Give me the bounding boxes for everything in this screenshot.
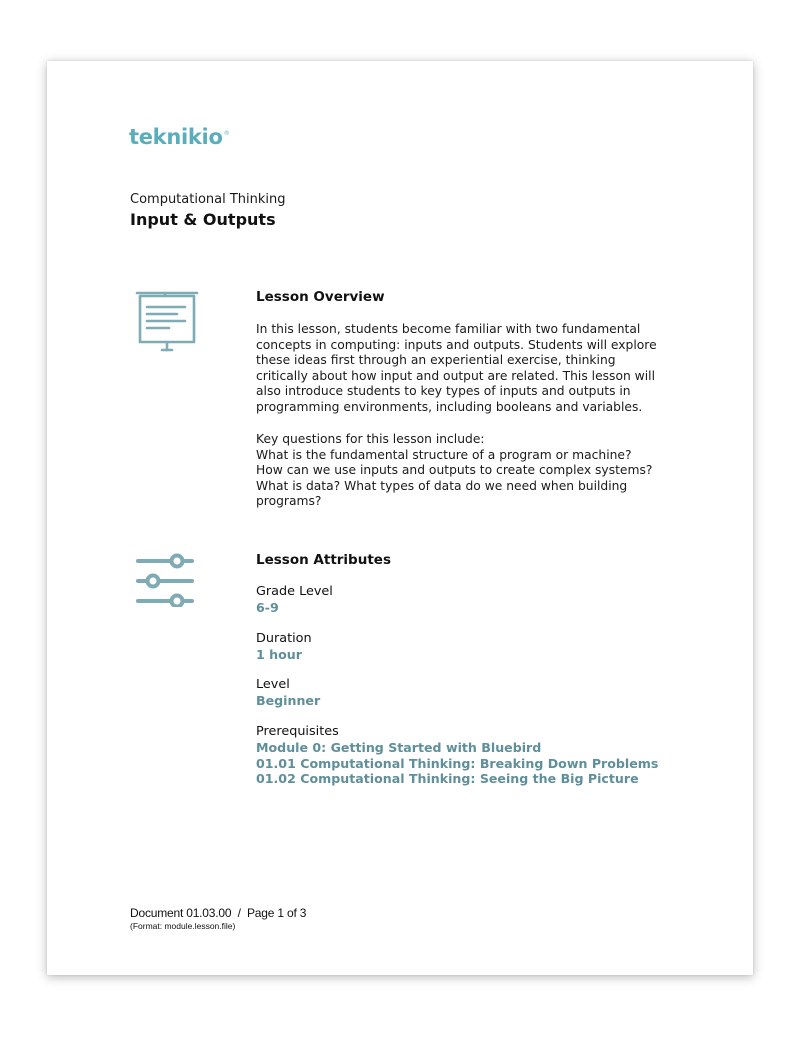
level-label: Level (256, 677, 290, 692)
key-questions-line: Key questions for this lesson include: (256, 432, 485, 446)
overview-line: critically about how input and output are related. This lesson will (256, 368, 655, 383)
grade-level-value: 6-9 (256, 600, 279, 615)
document-page-number (130, 906, 306, 920)
overview-line: programming environments, including booleans and variables. (256, 399, 643, 414)
document-format-note: (Format: module.lesson.file) (130, 921, 236, 931)
course-subject: Computational Thinking (130, 192, 286, 207)
prerequisite-item: 01.02 Computational Thinking: Seeing the Big Picture (256, 771, 639, 787)
page-title: Input & Outputs (130, 210, 276, 229)
duration-attribute (256, 631, 696, 663)
overview-line: concepts in computing: inputs and outputs. Students will explore (256, 337, 657, 352)
overview-line: In this lesson, students become familiar with two fundamental (256, 322, 641, 336)
overview-paragraph-1 (256, 322, 686, 416)
key-questions-paragraph (256, 432, 686, 510)
grade-level-attribute (256, 584, 696, 616)
teknikio-logo (129, 125, 229, 149)
lesson-attributes-heading: Lesson Attributes (256, 552, 391, 568)
presentation-board-icon (135, 290, 199, 354)
duration-label: Duration (256, 631, 312, 646)
key-questions-line: programs? (256, 494, 322, 509)
logo-wordmark: teknikio (129, 125, 223, 149)
registered-mark: ® (223, 130, 230, 137)
lesson-overview-heading: Lesson Overview (256, 289, 385, 305)
overview-line: also introduce students to key types of inputs and outputs in (256, 384, 631, 399)
document-line: Document 01.03.00 / Page 1 of 3 (130, 906, 307, 920)
grade-level-label: Grade Level (256, 584, 333, 599)
sliders-icon (135, 551, 199, 607)
key-questions-line: What is data? What types of data do we need when building (256, 478, 628, 493)
level-value: Beginner (256, 693, 321, 708)
overview-line: these ideas first through an experiential exercise, thinking (256, 353, 616, 368)
prerequisite-item: Module 0: Getting Started with Bluebird (256, 740, 542, 755)
document-page (47, 61, 753, 975)
prerequisite-item: 01.01 Computational Thinking: Breaking Down Problems (256, 755, 659, 771)
prerequisites-label: Prerequisites (256, 724, 339, 739)
key-questions-line: What is the fundamental structure of a program or machine? (256, 447, 632, 462)
level-attribute (256, 677, 696, 709)
key-questions-line: How can we use inputs and outputs to create complex systems? (256, 463, 653, 478)
prerequisites-attribute (256, 724, 696, 787)
duration-value: 1 hour (256, 647, 302, 662)
